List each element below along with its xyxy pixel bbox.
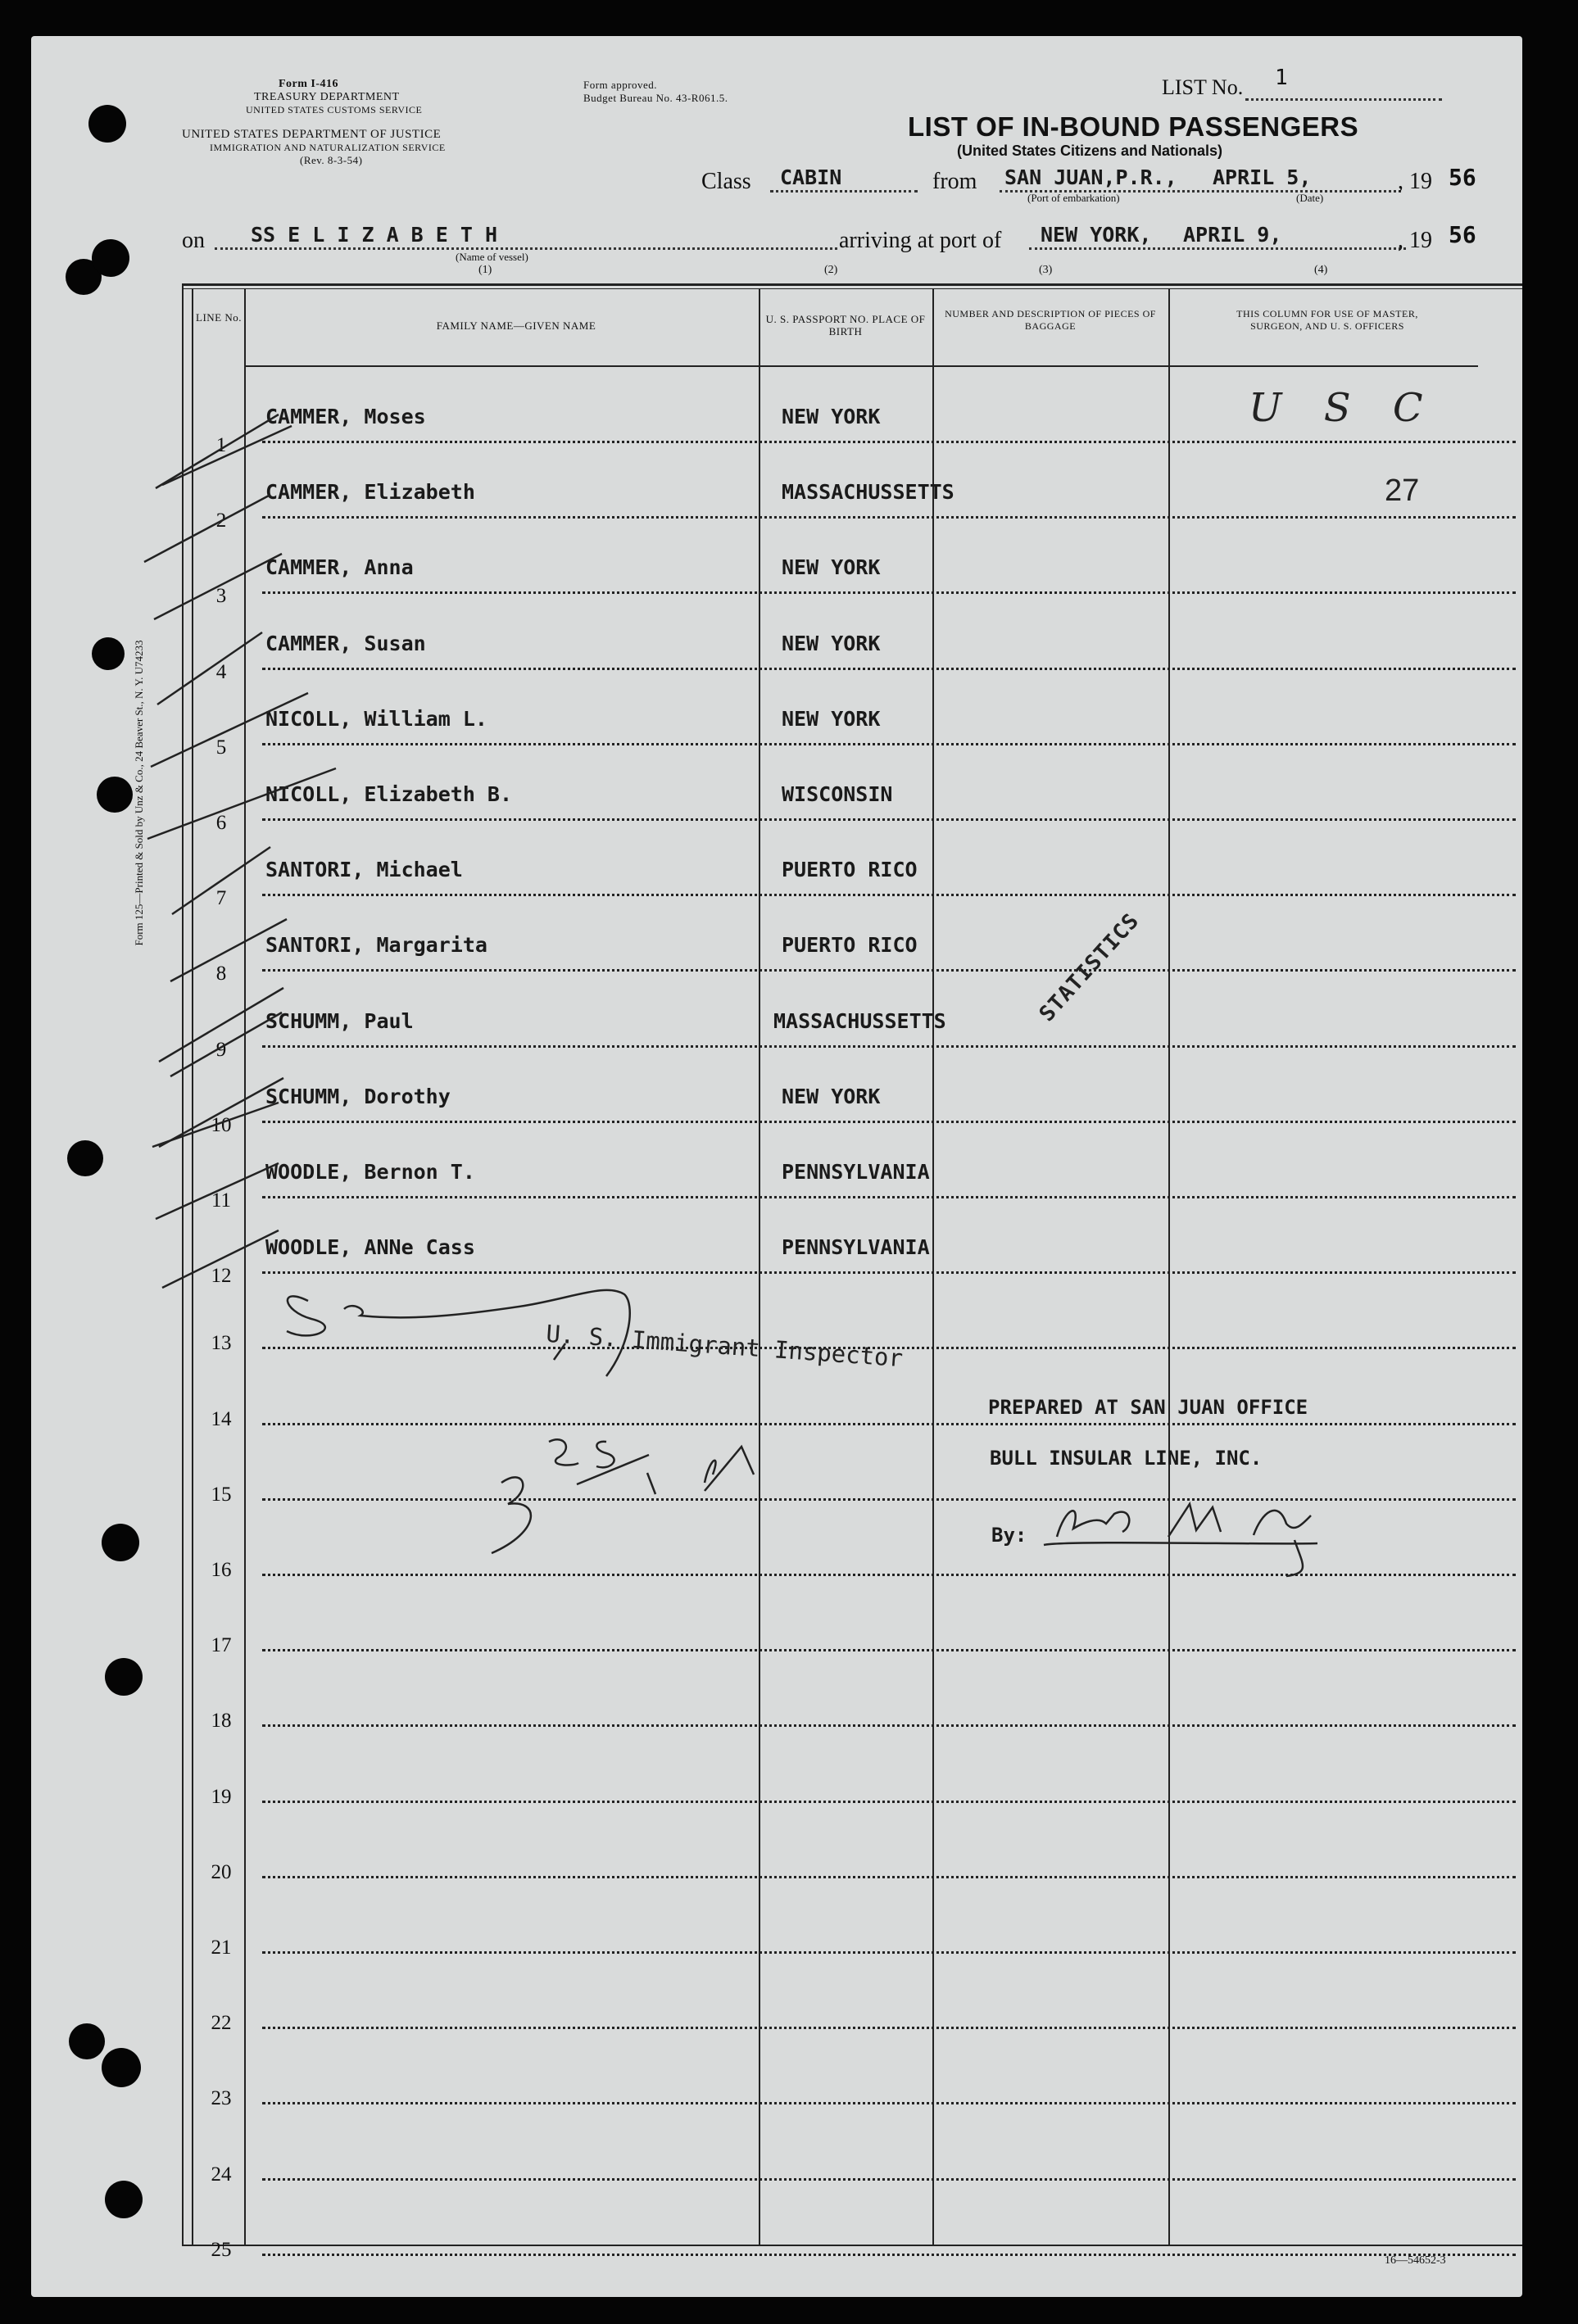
binder-hole <box>102 1524 139 1561</box>
row-number: 16 <box>211 1559 232 1581</box>
row-dotted-line <box>262 969 1516 972</box>
officer-note-row1: U S C <box>1249 385 1438 431</box>
port-of-embarkation: SAN JUAN,P.R., <box>1004 165 1177 189</box>
binder-hole <box>102 2048 141 2087</box>
list-no-label: LIST No. <box>1162 75 1244 99</box>
dept-customs: UNITED STATES CUSTOMS SERVICE <box>246 104 423 116</box>
row-number: 3 <box>215 585 227 608</box>
row-number: 19 <box>211 1785 232 1808</box>
row-number: 2 <box>215 510 227 532</box>
passenger-name: NICOLL, Elizabeth B. <box>265 782 513 806</box>
binder-hole <box>97 777 133 813</box>
officer-note-row2: 27 <box>1385 473 1420 508</box>
vessel-dots <box>215 247 837 250</box>
binder-hole <box>69 2023 105 2059</box>
vessel-caption: (Name of vessel) <box>456 251 528 263</box>
row-dotted-line <box>262 2178 1516 2181</box>
footer-code: 16—54652-3 <box>1385 2254 1446 2267</box>
row-number: 17 <box>211 1634 232 1657</box>
row-dotted-line <box>262 2102 1516 2104</box>
row-dotted-line <box>262 743 1516 745</box>
row-dotted-line <box>262 1196 1516 1198</box>
row-dotted-line <box>262 1951 1516 1954</box>
binder-hole <box>92 637 125 670</box>
passenger-name: CAMMER, Anna <box>265 555 414 580</box>
arrival-year: 56 <box>1449 221 1476 248</box>
row-dotted-line <box>262 1498 1516 1501</box>
place-of-birth: PUERTO RICO <box>782 933 918 958</box>
place-of-birth: NEW YORK <box>782 631 881 655</box>
passenger-name: CAMMER, Moses <box>265 405 426 428</box>
header-underline <box>246 365 1478 367</box>
binder-hole <box>67 1140 103 1176</box>
table-left-rule-2 <box>192 288 193 2245</box>
port-embark-caption: (Port of embarkation) <box>1027 192 1120 204</box>
table-top-rule-2 <box>182 288 1522 289</box>
row-dotted-line <box>262 668 1516 670</box>
binder-hole <box>92 239 129 277</box>
row-dotted-line <box>262 1649 1516 1651</box>
col-head-name: FAMILY NAME—GIVEN NAME <box>436 319 596 332</box>
table-bottom-rule <box>182 2245 1522 2246</box>
arriving-label: arriving at port of <box>839 228 1002 253</box>
passenger-name: CAMMER, Susan <box>265 631 426 655</box>
row-number: 7 <box>215 887 227 910</box>
passenger-name: SANTORI, Margarita <box>265 933 487 958</box>
form-subtitle: (United States Citizens and Nationals) <box>957 143 1223 159</box>
passenger-name: NICOLL, William L. <box>265 706 487 731</box>
row-dotted-line <box>262 1574 1516 1576</box>
row-number: 23 <box>211 2087 232 2110</box>
form-number: Form I-416 <box>279 78 339 90</box>
row-dotted-line <box>262 818 1516 821</box>
row-number: 22 <box>211 2012 232 2035</box>
table-top-rule <box>182 283 1522 286</box>
on-label: on <box>182 228 205 253</box>
row-number: 5 <box>215 736 227 759</box>
row-dotted-line <box>262 2027 1516 2029</box>
row-dotted-line <box>262 1271 1516 1274</box>
place-of-birth: NEW YORK <box>782 405 881 428</box>
form-approved: Form approved. <box>583 79 658 91</box>
row-dotted-line <box>262 1045 1516 1048</box>
passenger-name: WOODLE, ANNe Cass <box>265 1235 475 1260</box>
row-dotted-line <box>262 1801 1516 1803</box>
row-number: 21 <box>211 1937 232 1959</box>
row-number: 8 <box>215 963 227 985</box>
col-head-officers: THIS COLUMN FOR USE OF MASTER, SURGEON, AND U. S. OFFICERS <box>1236 308 1418 332</box>
row-number: 12 <box>211 1265 232 1288</box>
caption-2: (2) <box>824 264 838 276</box>
arrival-port: NEW YORK, <box>1041 223 1152 247</box>
caption-4: (4) <box>1314 264 1328 276</box>
row-number: 24 <box>211 2163 232 2186</box>
departure-date: APRIL 5, <box>1213 165 1312 189</box>
col-head-passport: U. S. PASSPORT NO. PLACE OF BIRTH <box>765 313 926 338</box>
row-number: 6 <box>215 812 227 834</box>
departure-year: 56 <box>1449 164 1476 191</box>
row-number: 15 <box>211 1483 232 1506</box>
row-dotted-line <box>262 1121 1516 1123</box>
row-dotted-line <box>262 516 1516 519</box>
arrival-date: APRIL 9, <box>1183 223 1282 247</box>
place-of-birth: MASSACHUSSETTS <box>782 480 955 505</box>
row-number: 18 <box>211 1710 232 1733</box>
company-name: BULL INSULAR LINE, INC. <box>990 1447 1263 1470</box>
binder-hole <box>105 2181 143 2218</box>
row-dotted-line <box>262 591 1516 594</box>
place-of-birth: NEW YORK <box>782 706 881 731</box>
place-of-birth: PENNSYLVANIA <box>782 1235 930 1260</box>
passenger-name: WOODLE, Bernon T. <box>265 1160 475 1184</box>
passenger-name: SCHUMM, Dorothy <box>265 1084 451 1108</box>
row-dotted-line <box>262 1876 1516 1878</box>
statistics-stamp: STATISTICS <box>1034 908 1145 1027</box>
arrival-dots <box>1029 247 1406 250</box>
dept-ins: IMMIGRATION AND NATURALIZATION SERVICE <box>210 142 446 153</box>
binder-hole <box>105 1658 143 1696</box>
row-number: 1 <box>215 434 227 456</box>
col-head-line: LINE No. <box>196 311 242 324</box>
caption-1: (1) <box>478 264 492 276</box>
place-of-birth: PUERTO RICO <box>782 858 918 882</box>
row-dotted-line <box>262 894 1516 896</box>
class-label: Class <box>701 169 751 194</box>
place-of-birth: WISCONSIN <box>782 782 893 806</box>
row-number: 13 <box>211 1332 232 1355</box>
row-number: 9 <box>215 1038 227 1061</box>
row-dotted-line <box>262 441 1516 443</box>
row-number: 10 <box>211 1113 232 1136</box>
binder-hole <box>88 105 126 143</box>
place-of-birth: MASSACHUSSETTS <box>773 1008 946 1033</box>
table-left-rule <box>182 283 184 2245</box>
arrival-year-prefix: , 19 <box>1398 228 1432 253</box>
vessel-name: SS E L I Z A B E T H <box>251 223 498 247</box>
col-head-baggage: NUMBER AND DESCRIPTION OF PIECES OF BAGGAGE <box>945 308 1156 332</box>
place-of-birth: NEW YORK <box>782 555 881 580</box>
row-dotted-line <box>262 1724 1516 1727</box>
from-label: from <box>932 169 977 194</box>
prepared-at: PREPARED AT SAN JUAN OFFICE <box>988 1396 1308 1419</box>
passenger-name: SANTORI, Michael <box>265 858 463 882</box>
budget-bureau: Budget Bureau No. 43-R061.5. <box>583 92 728 104</box>
row-number: 4 <box>215 660 227 683</box>
passenger-name: SCHUMM, Paul <box>265 1008 414 1033</box>
class-dots <box>770 190 918 193</box>
form-title: LIST OF IN-BOUND PASSENGERS <box>908 111 1359 142</box>
dept-treasury: TREASURY DEPARTMENT <box>254 91 400 103</box>
class-value: CABIN <box>780 165 842 189</box>
place-of-birth: PENNSYLVANIA <box>782 1160 930 1184</box>
printer-imprint: Form 125—Printed & Sold by Unz & Co., 24 Beaver St., N. Y. U74233 <box>133 640 145 946</box>
row-number: 25 <box>211 2238 232 2261</box>
list-no-value: 1 <box>1275 66 1288 90</box>
list-no-dots <box>1245 98 1442 101</box>
row-number: 11 <box>211 1189 232 1212</box>
passenger-name: CAMMER, Elizabeth <box>265 480 475 505</box>
dept-justice: UNITED STATES DEPARTMENT OF JUSTICE <box>182 128 442 141</box>
caption-3: (3) <box>1039 264 1053 276</box>
by-label: By: <box>991 1524 1027 1547</box>
row-dotted-line <box>262 1423 1516 1425</box>
row-number: 20 <box>211 1860 232 1883</box>
form-revision: (Rev. 8-3-54) <box>300 154 363 166</box>
row-number: 14 <box>211 1407 232 1430</box>
departure-year-prefix: , 19 <box>1398 169 1432 194</box>
date-caption: (Date) <box>1296 192 1324 204</box>
form-sheet <box>31 36 1522 2297</box>
place-of-birth: NEW YORK <box>782 1084 881 1108</box>
row-dotted-line <box>262 2254 1516 2256</box>
inspector-stamp: U. S. Immigrant Inspector <box>545 1319 905 1373</box>
